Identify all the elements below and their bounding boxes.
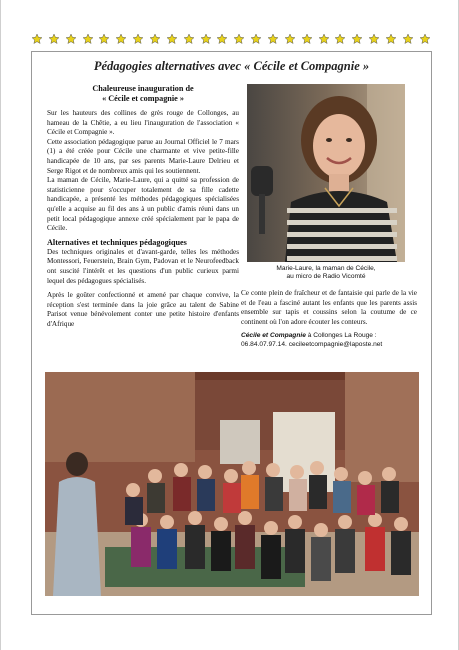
star-icon <box>233 33 245 45</box>
star-icon <box>267 33 279 45</box>
star-icon <box>48 33 60 45</box>
right-column <box>241 289 417 349</box>
star-icon <box>216 33 228 45</box>
contact-block <box>241 331 417 349</box>
decorative-star-border <box>31 33 431 47</box>
star-icon <box>318 33 330 45</box>
star-icon <box>402 33 414 45</box>
alternatives-heading: Alternatives et techniques pédagogiques <box>47 237 187 247</box>
paragraph-association: Cette association pédagogique parue au Journal Officiel le 7 mars (1) a été créée pour Cécile une charmante et vive petite-fille handicapée de 10 ans, par ses parents Marie-Laure Delrieu et Serge Rigot et de nombreux amis qui les soutiennent. <box>47 137 239 175</box>
star-icon <box>166 33 178 45</box>
inauguration-heading-line2: « Cécile et compagnie » <box>102 94 184 103</box>
article-title: Pédagogies alternatives avec « Cécile et Compagnie » <box>93 59 370 73</box>
caption-line2: au micro de Radio Vicomté <box>286 273 366 281</box>
inauguration-heading-line1: Chaleureuse inauguration de <box>92 84 194 93</box>
star-icon <box>284 33 296 45</box>
star-icon <box>31 33 43 45</box>
star-icon <box>132 33 144 45</box>
paragraph-mother: La maman de Cécile, Marie-Laure, qui a quitté sa profession de statisticienne pour s'occuper totalement de sa fille cadette handicapée, a présenté les méthodes pédagogiques spécialisées qu'elle a acquise au fil des ans à un public d'amis réuni dans un petit local pédagogique annexe créé spécialement par le papa de Cécile. <box>47 176 239 233</box>
star-icon <box>351 33 363 45</box>
paragraph-intro: Sur les hauteurs des collines de grès rouge de Collonges, au hameau de la Chêtie, a eu lieu l'inauguration de l'association « Cécile et Compagnie ». <box>47 109 239 137</box>
portrait-photo <box>247 84 405 262</box>
star-icon <box>385 33 397 45</box>
star-icon <box>149 33 161 45</box>
paragraph-tale: Ce conte plein de fraîcheur et de fantaisie qui parle de la vie et de l'eau a fasciné autant les enfants que les parents assis ensemble sur tapis et coussins selon la coutume de ce continent où l'on adore écouter les conteurs. <box>241 289 417 326</box>
star-icon <box>82 33 94 45</box>
paragraph-techniques: Des techniques originales et d'avant-garde, telles les méthodes Montessori, Feuerstein, Brain Gym, Padovan et le Neurofeedback ont suscité l'intérêt et les questions d'un public curieux parmi lequel des pédagogues spécialisés. <box>47 247 239 285</box>
star-icon <box>250 33 262 45</box>
contact-email[interactable]: cecileetcompagnie@laposte.net <box>288 341 383 349</box>
inauguration-heading <box>47 84 239 104</box>
audience-photo <box>45 372 419 596</box>
star-icon <box>301 33 313 45</box>
star-icon <box>115 33 127 45</box>
star-icon <box>65 33 77 45</box>
star-icon <box>368 33 380 45</box>
star-icon <box>334 33 346 45</box>
contact-name: Cécile et Compagnie <box>241 332 306 340</box>
star-icon <box>200 33 212 45</box>
contact-location: à Collonges La Rouge : <box>307 332 377 340</box>
photo-caption <box>247 265 405 282</box>
paragraph-reception: Après le goûter confectionné et amené par chaque convive, la réception s'est terminée dans la joie grâce au talent de Sabine Parisot venue bénévolement conter une petite histoire d'enfants d'Afrique <box>47 291 239 328</box>
caption-line1: Marie-Laure, la maman de Cécile, <box>276 265 376 272</box>
star-icon <box>98 33 110 45</box>
star-icon <box>183 33 195 45</box>
left-column <box>47 84 239 329</box>
star-icon <box>419 33 431 45</box>
contact-phone: 06.84.07.97.14. <box>241 341 287 349</box>
